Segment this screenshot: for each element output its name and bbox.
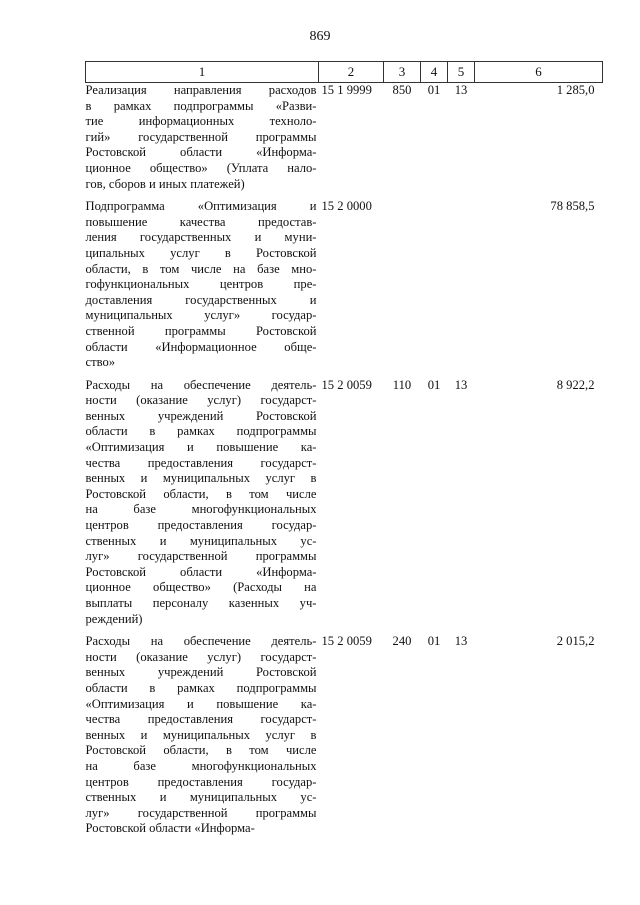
- header-col-1: 1: [86, 62, 319, 83]
- expense-name-line: ственных и муниципальных ус-: [85, 790, 317, 805]
- subsection-cell: [448, 199, 475, 371]
- section-cell: 01: [427, 634, 441, 649]
- table-row: [86, 378, 603, 628]
- expense-name-line: Ростовской области «Информа-: [85, 145, 317, 160]
- row-spacer: [86, 371, 603, 378]
- expense-name-line: чества предоставления государст-: [85, 712, 317, 727]
- expense-name-line: гий» государственной программы: [85, 129, 317, 144]
- subsection-cell: 13: [454, 377, 468, 392]
- expense-name-line: повышение качества предостав-: [85, 214, 317, 229]
- expense-name-line: «Оптимизация и повышение ка-: [85, 696, 317, 711]
- row-spacer-cell: [86, 371, 603, 378]
- expense-name-line: Расходы на обеспечение деятель-: [85, 634, 317, 649]
- expense-name-line: Подпрограмма «Оптимизация и: [85, 199, 317, 214]
- amount-cell: 2 015,2: [556, 634, 595, 649]
- target-code-cell: 15 2 0059: [321, 377, 372, 392]
- header-col-3: 3: [384, 62, 421, 83]
- expense-name-line: области «Информационное обще-: [85, 339, 317, 354]
- expense-name-line: области в рамках подпрограммы: [85, 424, 317, 439]
- expense-name-line: луг» государственной программы: [85, 549, 317, 564]
- table-row: [86, 83, 603, 193]
- expense-name-line: ственных и муниципальных ус-: [85, 533, 317, 548]
- page-number: 869: [309, 29, 331, 44]
- expense-name-line: ство»: [85, 355, 116, 370]
- expense-type-cell: 240: [392, 634, 412, 649]
- expense-name-line: тие информационных техноло-: [85, 114, 317, 129]
- amount-cell: 8 922,2: [556, 377, 595, 392]
- header-col-5: 5: [448, 62, 475, 83]
- expense-name-line: ности (оказание услуг) государст-: [85, 393, 317, 408]
- expense-name-line: венных и муниципальных услуг в: [85, 471, 317, 486]
- expense-name-line: выплаты персоналу казенных уч-: [85, 596, 317, 610]
- expense-name-cell: [86, 378, 319, 628]
- amount-cell: 78 858,5: [550, 199, 595, 214]
- target-code-cell: 15 2 0059: [321, 634, 372, 649]
- subsection-cell: 13: [454, 634, 468, 649]
- expense-type-cell: [384, 199, 421, 371]
- header-col-2: 2: [319, 62, 384, 83]
- budget-table: [85, 61, 603, 837]
- table-header: [86, 62, 603, 83]
- expense-name-line: гов, сборов и иных платежей): [85, 176, 245, 191]
- expense-name-line: Ростовской области, в том числе: [85, 486, 317, 501]
- expense-name-line: в рамках подпрограммы «Разви-: [85, 98, 317, 113]
- table-row: [86, 199, 603, 371]
- row-spacer: [86, 192, 603, 199]
- expense-name-line: ционное общество» (Расходы на: [85, 580, 317, 595]
- expense-name-line: Ростовской области «Информа-: [85, 564, 317, 579]
- expense-name-line: области, в том числе на базе мно-: [85, 261, 317, 276]
- expense-name-line: реждений): [85, 611, 143, 626]
- expense-name-line: муниципальных услуг» государ-: [85, 308, 317, 323]
- section-cell: [421, 199, 448, 371]
- expense-name-line: гофункциональных центров пре-: [85, 277, 317, 292]
- header-row: [86, 62, 603, 83]
- expense-name-line: Ростовской области «Информа-: [85, 821, 255, 836]
- expense-name-line: венных учреждений Ростовской: [85, 408, 317, 423]
- expense-name-line: «Оптимизация и повышение ка-: [85, 440, 317, 455]
- target-code-cell: 15 1 9999: [321, 83, 372, 97]
- expense-name-line: ципальных услуг в Ростовской: [85, 245, 317, 260]
- expense-type-cell: 110: [392, 377, 412, 392]
- expense-name-line: на базе многофункциональных: [85, 758, 317, 773]
- header-col-4: 4: [421, 62, 448, 83]
- expense-name-cell: [86, 634, 319, 837]
- expense-name-line: ления государственных и муни-: [85, 230, 317, 245]
- expense-name-line: луг» государственной программы: [85, 805, 317, 820]
- expense-name-line: Реализация направления расходов: [85, 83, 317, 97]
- expense-name-line: доставления государственных и: [85, 292, 317, 307]
- expense-name-line: ности (оказание услуг) государст-: [85, 649, 317, 664]
- amount-cell: 1 285,0: [556, 83, 595, 97]
- expense-name-line: центров предоставления государ-: [85, 774, 317, 789]
- row-spacer: [86, 627, 603, 634]
- expense-name-line: на базе многофункциональных: [85, 502, 317, 517]
- expense-name-line: ственной программы Ростовской: [85, 323, 317, 338]
- row-spacer-cell: [86, 192, 603, 199]
- target-code-cell: 15 2 0000: [321, 199, 372, 214]
- expense-name-cell: [86, 199, 319, 371]
- expense-name-line: Расходы на обеспечение деятель-: [85, 377, 317, 392]
- section-cell: 01: [427, 377, 441, 392]
- row-spacer-cell: [86, 627, 603, 634]
- expense-name-line: венных и муниципальных услуг в: [85, 727, 317, 742]
- expense-name-line: венных учреждений Ростовской: [85, 665, 317, 680]
- expense-name-line: центров предоставления государ-: [85, 518, 317, 533]
- header-col-6: 6: [475, 62, 603, 83]
- expense-name-line: ционное общество» (Уплата нало-: [85, 160, 317, 175]
- subsection-cell: 13: [454, 83, 468, 97]
- expense-name-line: Ростовской области, в том числе: [85, 743, 317, 758]
- expense-type-cell: 850: [392, 83, 412, 97]
- section-cell: 01: [427, 83, 441, 97]
- table-body: [86, 83, 603, 837]
- expense-name-line: чества предоставления государст-: [85, 455, 317, 470]
- table-row: [86, 634, 603, 837]
- expense-name-cell: [86, 83, 319, 193]
- expense-name-line: области в рамках подпрограммы: [85, 680, 317, 695]
